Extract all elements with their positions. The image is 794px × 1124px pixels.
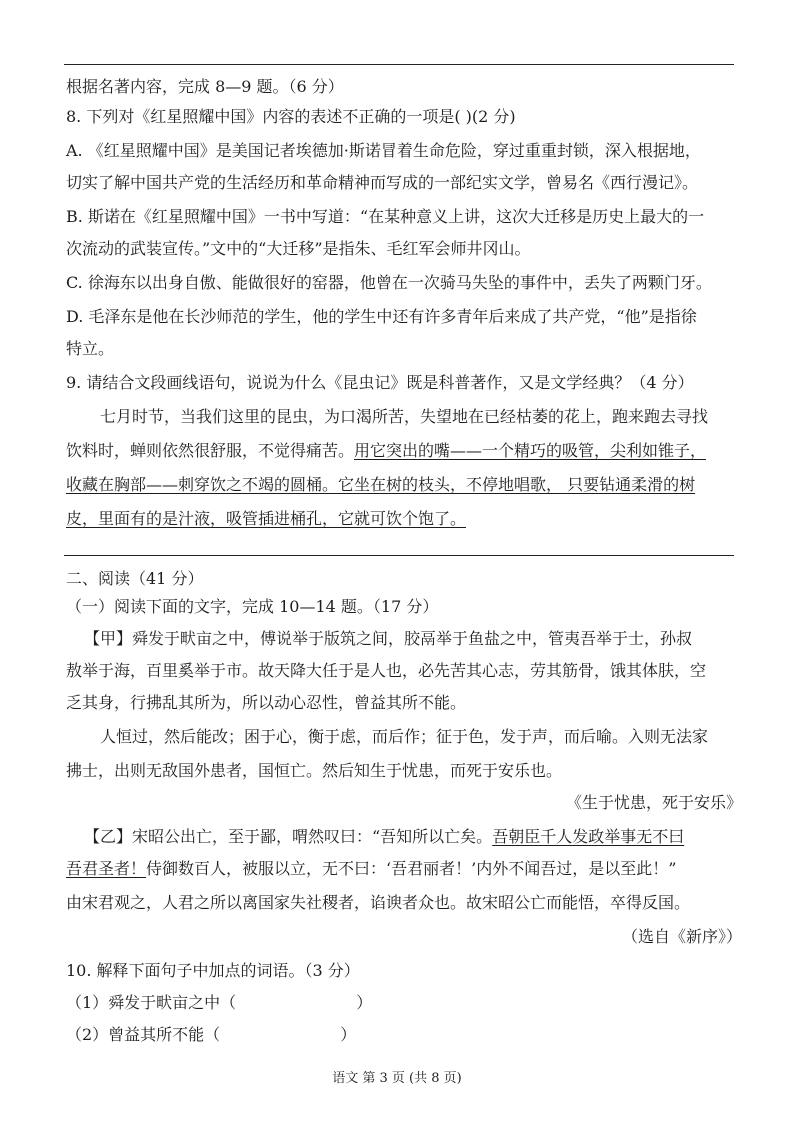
jia-line-4: 人恒过，然后能改；困于心，衡于虑，而后作；征于色，发于声，而后喻。入则无法家 <box>100 727 709 746</box>
top-divider <box>64 64 734 65</box>
jia-line-3: 乏其身，行拂乱其所为，所以动心忍性，曾益其所不能。 <box>66 693 467 712</box>
q9-stem: 9. 请结合文段画线语句，说说为什么《昆虫记》既是科普著作，又是文学经典？（4 分） <box>66 373 694 392</box>
q8-option-b-2: 次流动的武装宣传。”文中的“大迁移”是指朱、毛红军会师井冈山。 <box>66 239 531 258</box>
jia-line-5: 拂士，出则无敌国外患者，国恒亡。然后知生于忧患，而死于安乐也。 <box>66 761 563 780</box>
q9-passage-line-1: 七月时节，当我们这里的昆虫，为口渴所苦，失望地在已经枯萎的花上，跑来跑去寻找 <box>100 407 709 426</box>
page-footer: 语文 第 3 页 (共 8 页) <box>332 1071 462 1086</box>
q10-item-2-text: （2）曾益其所不能（ <box>66 1025 221 1044</box>
yi-line-1-plain: 【乙】宋昭公出亡，至于鄙，喟然叹曰：“吾知所以亡矣。 <box>84 827 493 846</box>
reading-sub-heading: （一）阅读下面的文字，完成 10—14 题。（17 分） <box>66 597 439 616</box>
q10-item-1-text: （1）舜发于畎亩之中（ <box>66 993 237 1012</box>
reading-heading: 二、阅读（41 分） <box>66 569 204 588</box>
jia-line-1: 【甲】舜发于畎亩之中，傅说举于版筑之间，胶鬲举于鱼盐之中，管夷吾举于士，孙叔 <box>84 629 693 648</box>
q8-stem: 8. 下列对《红星照耀中国》内容的表述不正确的一项是( )(2 分) <box>66 107 516 126</box>
yi-underlined-text-2: 吾君圣者！ <box>66 859 147 878</box>
q9-passage-line-2 <box>66 440 746 462</box>
jia-source: 《生于忧患，死于安乐》 <box>565 793 742 812</box>
q8-option-b-1: B. 斯诺在《红星照耀中国》一书中写道：“在某种意义上讲，这次大迁移是历史上最大的一 <box>66 207 705 226</box>
jia-line-2: 敖举于海，百里奚举于市。故天降大任于是人也，必先苦其心志，劳其筋骨，饿其体肤，空 <box>66 661 707 680</box>
yi-line-2 <box>66 858 746 880</box>
q8-option-c: C. 徐海东以出身自傲、能做很好的窑器，他曾在一次骑马失坠的事件中，丢失了两颗门牙。 <box>66 273 712 292</box>
yi-underlined-text-1: 吾朝臣千人发政举事无不曰 <box>492 827 685 846</box>
yi-line-2-plain: 侍御数百人，被服以立，无不曰：‘吾君丽者！’内外不闻吾过，是以至此！” <box>146 859 677 878</box>
q10-item-2 <box>66 1024 746 1046</box>
yi-line-1 <box>84 826 746 848</box>
yi-source: （选自《新序》） <box>621 927 742 946</box>
middle-divider <box>64 555 734 556</box>
yi-line-3: 由宋君观之，人君之所以离国家失社稷者，谄谀者众也。故宋昭公亡而能悟，卒得反国。 <box>66 893 691 912</box>
q10-item-1-close: ） <box>356 993 373 1012</box>
q10-stem: 10. 解释下面句子中加点的词语。（3 分） <box>66 961 360 980</box>
q9-underlined-text-1: 用它突出的嘴——一个精巧的吸管，尖利如锥子， <box>354 441 707 460</box>
q10-item-2-close: ） <box>340 1025 357 1044</box>
q9-underlined-text-3: 皮，里面有的是汁液，吸管插进桶孔，它就可饮个饱了。 <box>66 509 467 528</box>
q9-passage-line-2-plain: 饮料时，蝉则依然很舒服，不觉得痛苦。 <box>66 441 355 460</box>
q8-option-d-2: 特立。 <box>66 339 115 358</box>
q9-underlined-text-2: 收藏在胸部——刺穿饮之不竭的圆桶。它坐在树的枝头，不停地唱歌， 只要钻通柔滑的树 <box>66 475 696 494</box>
q8-option-a-1: A. 《红星照耀中国》是美国记者埃德加·斯诺冒着生命危险，穿过重重封锁，深入根据地， <box>66 141 701 160</box>
q10-item-1 <box>66 992 746 1014</box>
q8-option-a-2: 切实了解中国共产党的生活经历和革命精神而写成的一部纪实文学，曾易名《西行漫记》。 <box>66 173 699 192</box>
q8-option-d-1: D. 毛泽东是他在长沙师范的学生，他的学生中还有许多青年后来成了共产党，“他”是指徐 <box>66 307 697 326</box>
works-intro: 根据名著内容，完成 8—9 题。（6 分） <box>66 77 344 96</box>
